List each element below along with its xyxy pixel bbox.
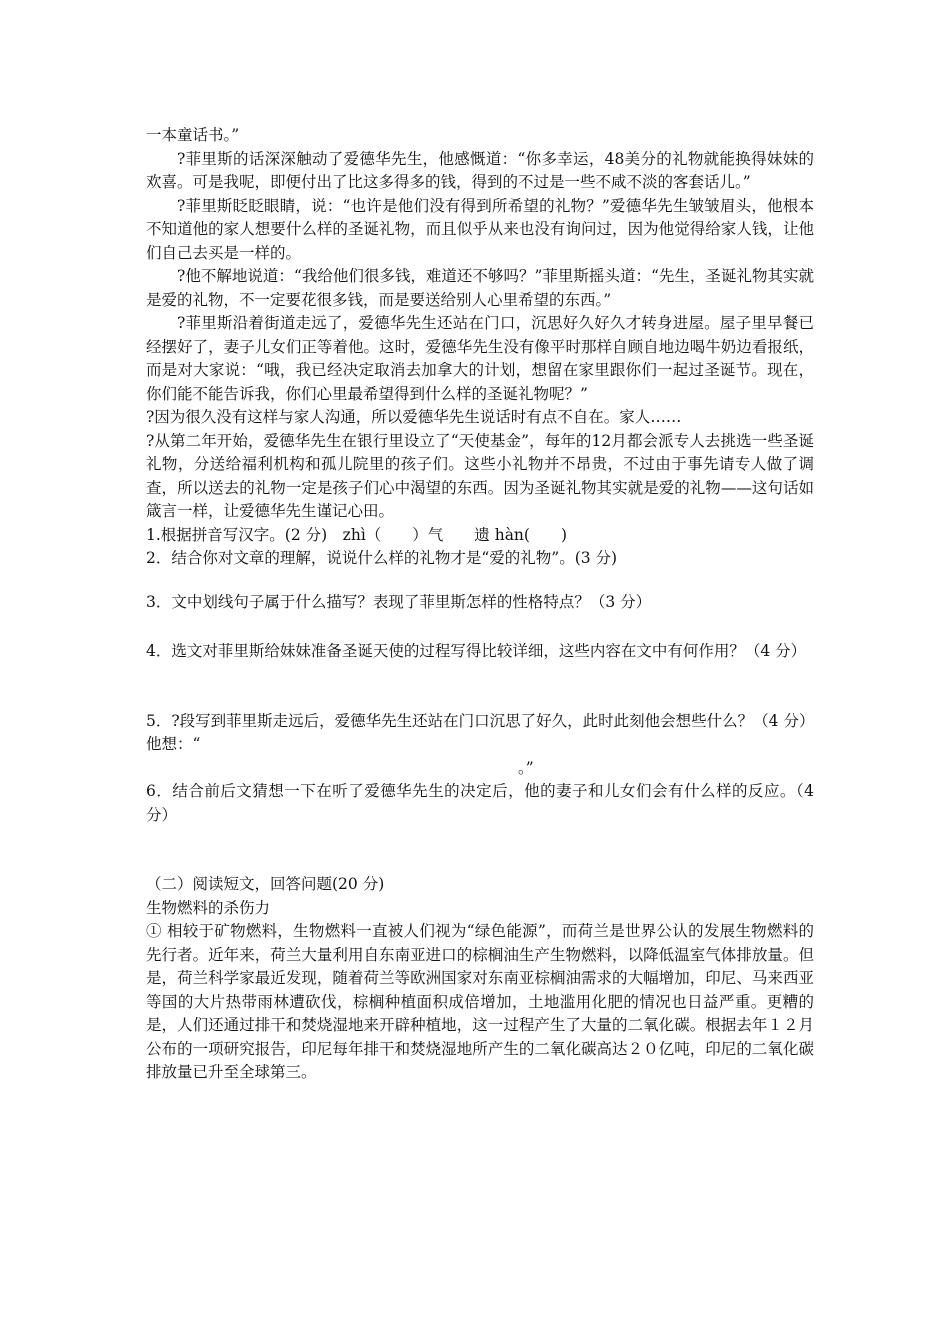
paragraph-p0: 一本童话书。” xyxy=(146,126,240,144)
answer-space-6 xyxy=(146,827,814,873)
section-2-title: 生物燃料的杀伤力 xyxy=(146,898,271,917)
question-5: 5．?段写到菲里斯走远后，爱德华先生还站在门口沉思了好久，此时此刻他会想些什么？（4 分） xyxy=(146,711,815,730)
paragraph-p4: ?菲里斯沿着街道走远了，爱德华先生还站在门口，沉思好久好久才转身进屋。屋子里早餐已经摆好了，妻子儿女们正等着他。这时，爱德华先生没有像平时那样自顾自地边喝牛奶边看报纸，而是对大家说：“哦，我已经决定取消去加拿大的计划，想留在家里跟你们一起过圣诞节。现在，你们能不能告诉我，你们心里最希望得到什么样的圣诞礼物呢？” xyxy=(146,314,814,403)
answer-space-3 xyxy=(146,614,814,640)
paragraph-p3: ?他不解地说道：“我给他们很多钱，难道还不够吗？”菲里斯摇头道：“先生，圣诞礼物其实就是爱的礼物，不一定要花很多钱，而是要送给别人心里希望的东西。” xyxy=(146,267,814,309)
paragraph-p5: ?因为很久没有这样与家人沟通，所以爱德华先生说话时有点不自在。家人…… xyxy=(146,408,682,426)
section-2-heading: （二）阅读短文，回答问题(20 分) xyxy=(146,875,385,893)
paragraph-p1: ?菲里斯的话深深触动了爱德华先生，他感慨道：“你多幸运，48美分的礼物就能换得妹妹的欢喜。可是我呢，即便付出了比这多得多的钱，得到的不过是一些不咸不淡的客套话儿。” xyxy=(146,149,814,191)
question-3: 3．文中划线句子属于什么描写？表现了菲里斯怎样的性格特点？（3 分） xyxy=(146,592,652,611)
question-5-answer-start: 他想：“ xyxy=(146,735,201,753)
question-4: 4．选文对菲里斯给妹妹准备圣诞天使的过程写得比较详细，这些内容在文中有何作用？（4 分） xyxy=(146,642,807,660)
question-5-answer-end: 。” xyxy=(518,758,534,777)
answer-space-4 xyxy=(146,664,814,710)
question-1: 1.根据拼音写汉字。(2 分) zhì（ ）气 遗 hàn( ) xyxy=(146,525,568,544)
document-body xyxy=(146,124,814,1085)
question-6: 6．结合前后文猜想一下在听了爱德华先生的决定后，他的妻子和儿女们会有什么样的反应。（4 分） xyxy=(146,782,814,824)
paragraph-p6: ?从第二年开始，爱德华先生在银行里设立了“天使基金”，每年的12月都会派专人去挑选一些圣诞礼物，分送给福利机构和孤儿院里的孩子们。这些小礼物并不昂贵，不过由于事先请专人做了调查，所以送去的礼物一定是孩子们心中渴望的东西。因为圣诞礼物其实就是爱的礼物——这句话如箴言一样，让爱德华先生谨记心田。 xyxy=(146,431,814,520)
section-2-paragraph-1: ① 相较于矿物燃料，生物燃料一直被人们视为“绿色能源”，而荷兰是世界公认的发展生物燃料的先行者。近年来，荷兰大量利用自东南亚进口的棕榈油生产生物燃料，以降低温室气体排放量。但是，荷兰科学家最近发现，随着荷兰等欧洲国家对东南亚棕榈油需求的大幅增加，印尼、马来西亚等国的大片热带雨林遭砍伐，棕榈种植面积成倍增加，土地滥用化肥的情况也日益严重。更糟的是，人们还通过排干和焚烧湿地来开辟种植地，这一过程产生了大量的二氧化碳。根据去年１２月公布的一项研究报告，印尼每年排干和焚烧湿地所产生的二氧化碳高达２０亿吨，印尼的二氧化碳排放量已升至全球第三。 xyxy=(146,922,814,1081)
paragraph-p2: ?菲里斯眨眨眼睛，说：“也许是他们没有得到所希望的礼物？”爱德华先生皱皱眉头，他根本不知道他的家人想要什么样的圣诞礼物，而且似乎从来也没有询问过，因为他觉得给家人钱，让他们自己去买是一样的。 xyxy=(146,196,814,262)
question-2: 2．结合你对文章的理解，说说什么样的礼物才是“爱的礼物”。(3 分) xyxy=(146,549,618,567)
answer-space-2 xyxy=(146,571,814,591)
